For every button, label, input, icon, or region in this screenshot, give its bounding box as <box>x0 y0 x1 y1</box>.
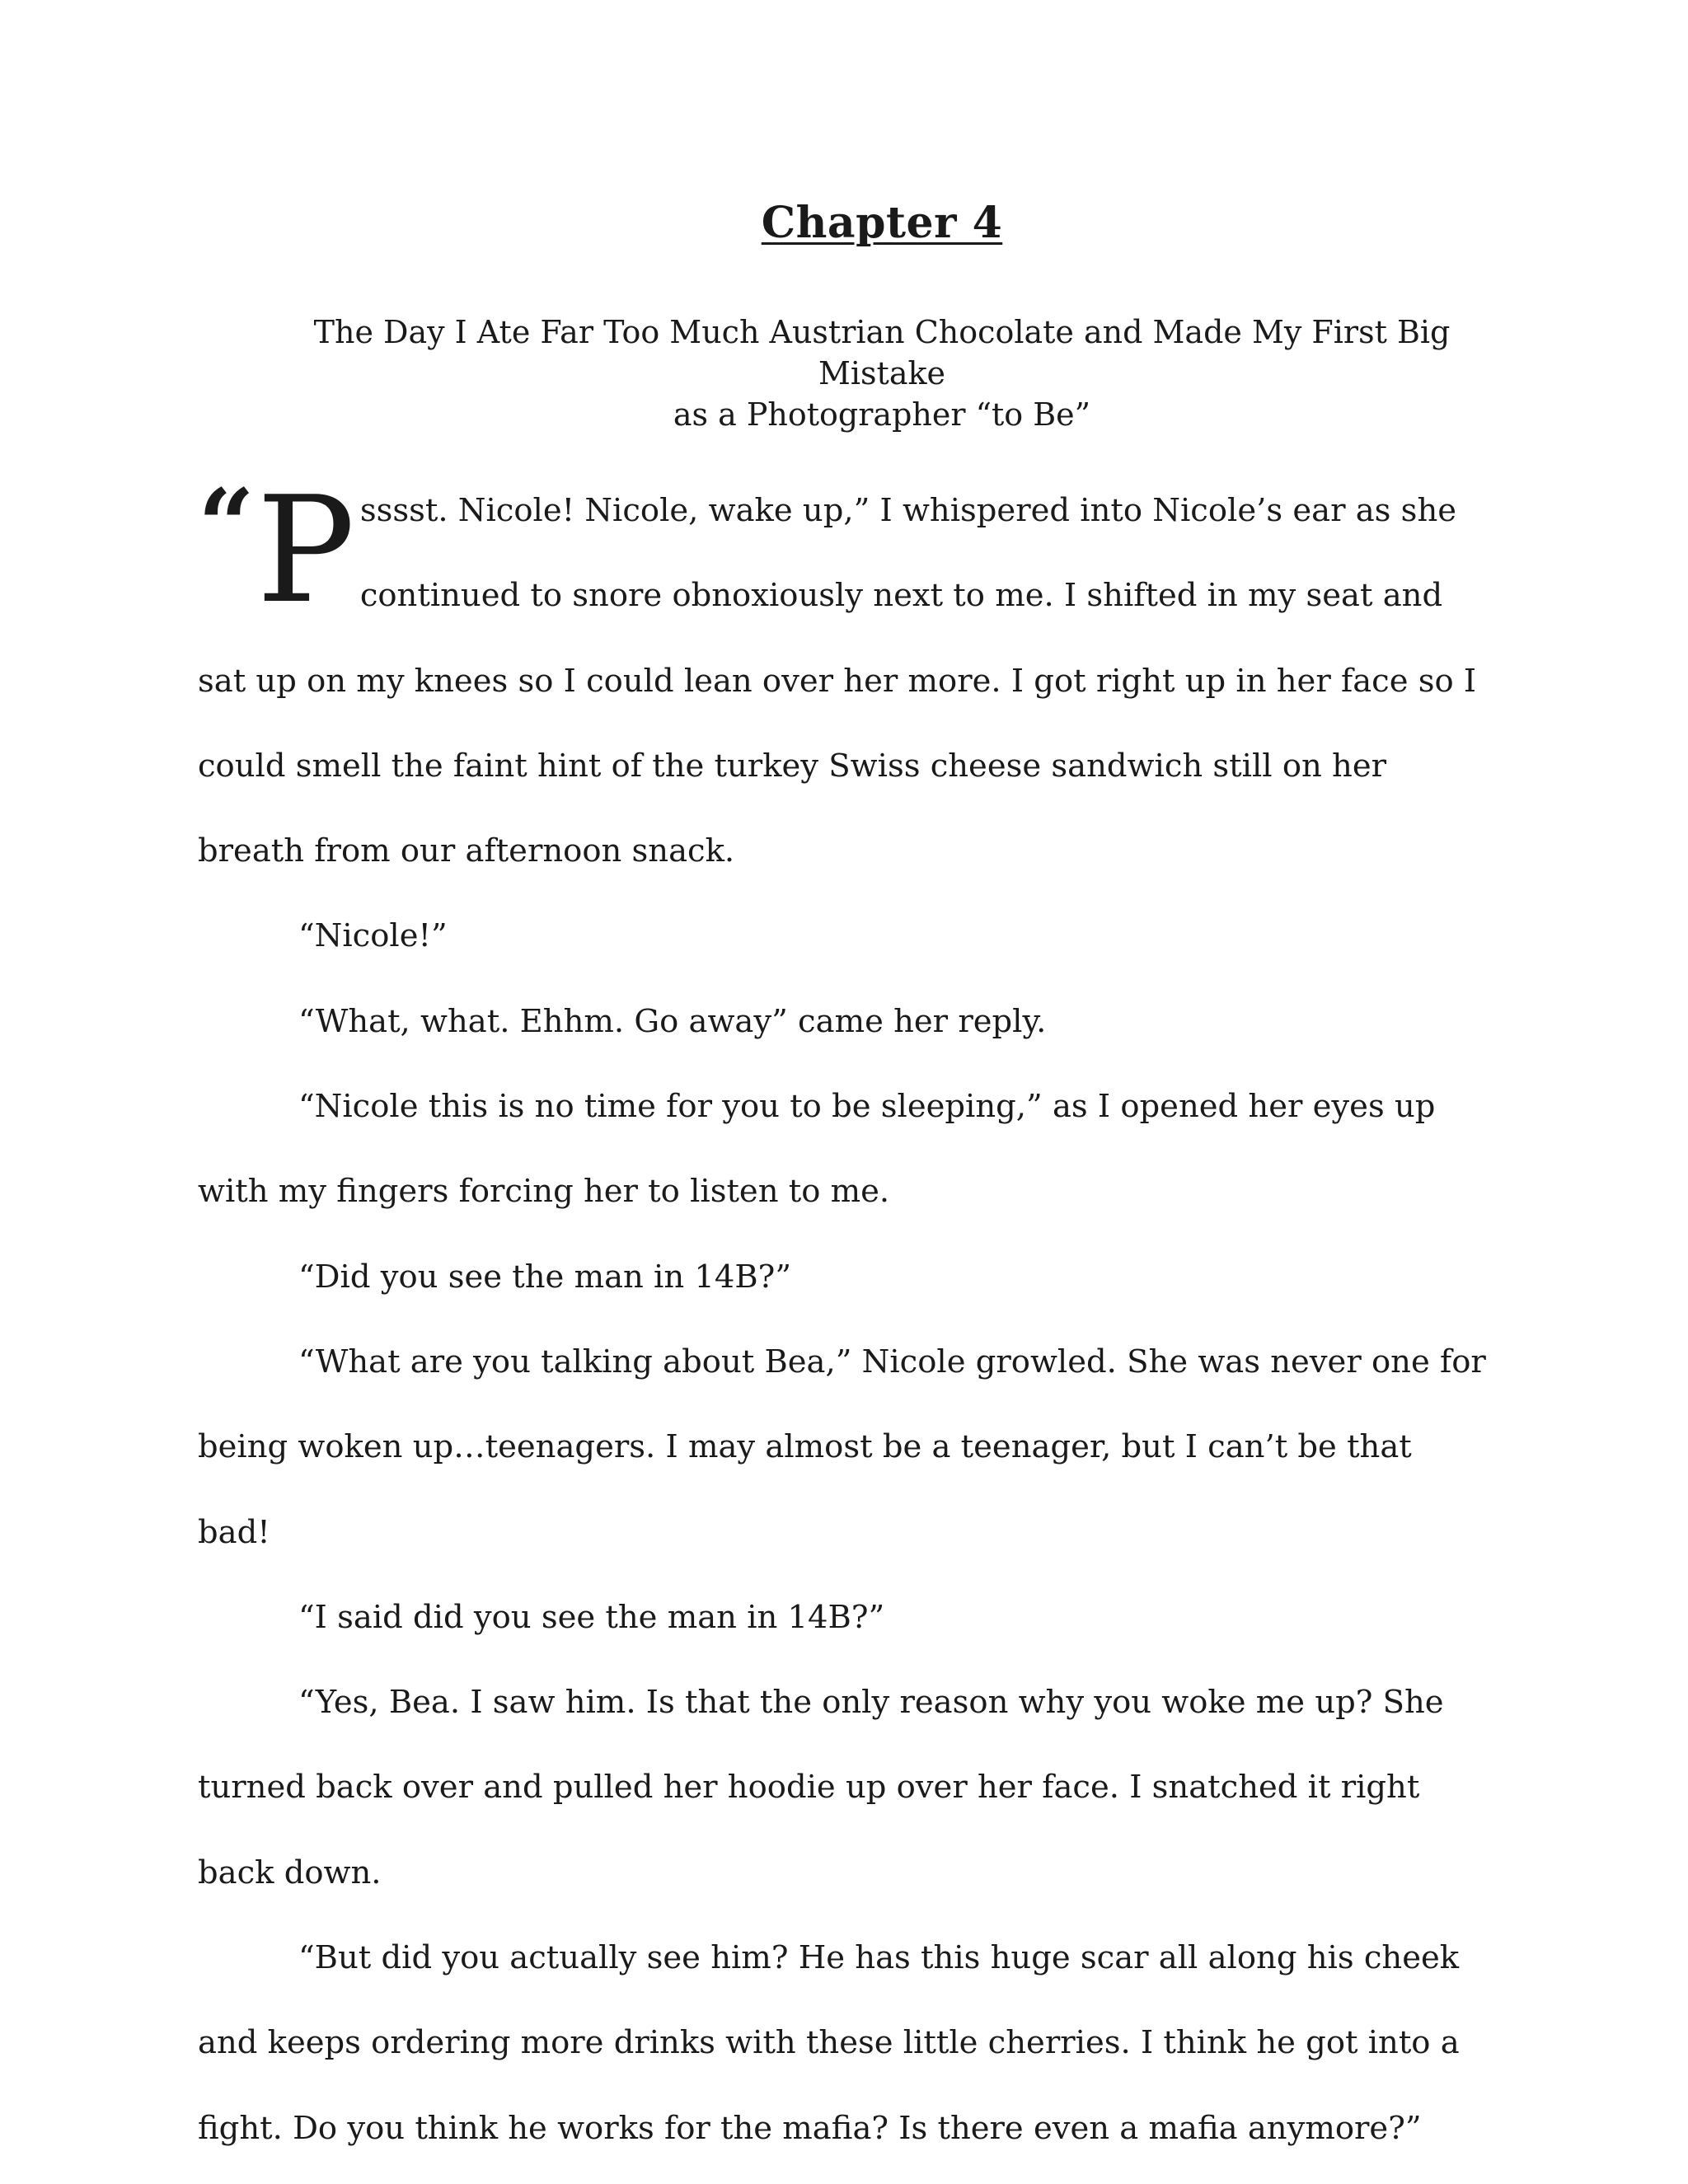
chapter-subtitle <box>247 312 1517 435</box>
drop-cap-letter: P <box>256 465 355 635</box>
chapter-title: Chapter 4 <box>761 198 1003 248</box>
paragraph-6: “What are you talking about Bea,” Nicole growled. She was never one for being woken up…teenagers. I may almost be a teenager, but I can’t be that bad! <box>198 1343 1486 1551</box>
paragraph-2: “Nicole!” <box>298 917 448 955</box>
paragraph-8: “Yes, Bea. I saw him. Is that the only reason why you woke me up? She turned back over and pulled her hoodie up over her face. I snatched it right back down. <box>198 1684 1444 1891</box>
chapter-subtitle-line-2: as a Photographer “to Be” <box>673 396 1091 433</box>
paragraph-3: “What, what. Ehhm. Go away” came her reply. <box>298 1002 1047 1040</box>
paragraph-1 <box>198 465 1492 893</box>
chapter-body <box>198 465 1492 2171</box>
chapter-subtitle-line-1: The Day I Ate Far Too Much Austrian Chocolate and Made My First Big Mistake <box>313 314 1451 391</box>
paragraph-1-text: sssst. Nicole! Nicole, wake up,” I whispered into Nicole’s ear as she continued to snore obnoxiously next to me. I shifted in my seat and sat up on my knees so I could lean over her more. I got right up in her face so I could smell the faint hint of the turkey Swiss cheese sandwich still on her breath from our afternoon snack. <box>198 492 1477 870</box>
paragraph-9: “But did you actually see him? He has this huge scar all along his cheek and keeps ordering more drinks with these little cherries. I think he got into a fight. Do you think he works for the mafia? Is there even a mafia anymore?” <box>198 1939 1460 2147</box>
paragraph-5: “Did you see the man in 14B?” <box>298 1258 792 1296</box>
drop-cap <box>198 465 355 635</box>
paragraph-4: “Nicole this is no time for you to be sleeping,” as I opened her eyes up with my fingers forcing her to listen to me. <box>198 1088 1436 1211</box>
drop-cap-quote: “ <box>198 467 256 583</box>
paragraph-7: “I said did you see the man in 14B?” <box>298 1598 885 1636</box>
